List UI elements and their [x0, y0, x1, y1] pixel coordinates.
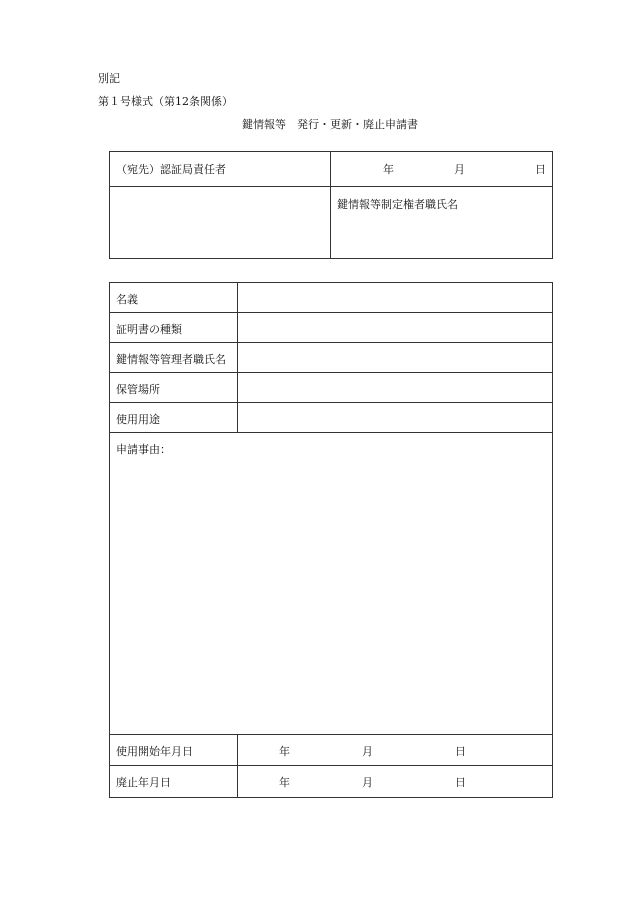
- start-date-year: 年: [279, 745, 290, 758]
- end-date-month: 月: [362, 776, 373, 789]
- row-label-key-manager: 鍵情報等管理者職氏名: [116, 353, 226, 366]
- row-divider: [109, 402, 552, 403]
- end-date-label: 廃止年月日: [116, 776, 171, 789]
- form-number: 第１号様式（第12条関係）: [98, 95, 233, 108]
- annex-label: 別記: [98, 72, 120, 85]
- reason-label: 申請事由：: [116, 443, 171, 456]
- start-date-month: 月: [362, 745, 373, 758]
- row-divider: [109, 312, 552, 313]
- date-column-divider: [237, 734, 238, 797]
- label-column-divider: [237, 282, 238, 432]
- row-label-name: 名義: [116, 293, 138, 306]
- date-year-label: 年: [383, 163, 394, 176]
- top-table-column-divider: [330, 151, 331, 258]
- row-label-usage: 使用用途: [116, 413, 160, 426]
- row-divider: [109, 734, 552, 735]
- page-title: 鍵情報等 発行・更新・廃止申請書: [242, 118, 418, 131]
- applicant-label: 鍵情報等制定権者職氏名: [337, 198, 458, 211]
- date-month-label: 月: [454, 163, 465, 176]
- row-divider: [109, 342, 552, 343]
- row-label-certificate-type: 証明書の種類: [116, 323, 182, 336]
- row-divider: [109, 765, 552, 766]
- row-divider: [109, 432, 552, 433]
- row-label-storage-location: 保管場所: [116, 383, 160, 396]
- start-date-label: 使用開始年月日: [116, 745, 193, 758]
- row-divider: [109, 372, 552, 373]
- addressee-label: （宛先）認証局責任者: [116, 163, 226, 176]
- end-date-year: 年: [279, 776, 290, 789]
- end-date-day: 日: [455, 776, 466, 789]
- start-date-day: 日: [455, 745, 466, 758]
- date-day-label: 日: [535, 163, 546, 176]
